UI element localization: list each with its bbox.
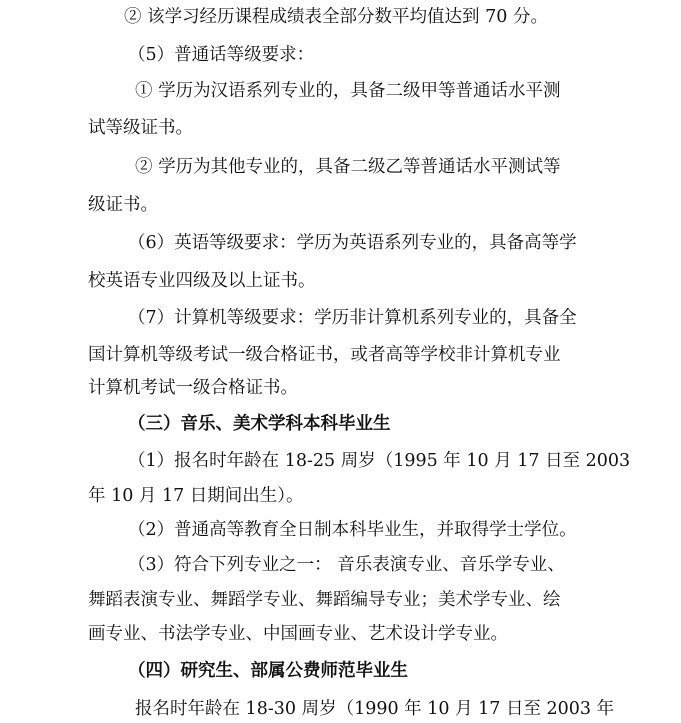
paragraph-line: 试等级证书。 [88,118,193,138]
paragraph-line: 级证书。 [88,195,158,215]
paragraph-line: 计算机考试一级合格证书。 [88,378,298,398]
section-heading: （四）研究生、部属公费师范毕业生 [128,661,408,681]
paragraph-line: （7）计算机等级要求：学历非计算机系列专业的，具备全 [128,308,577,328]
paragraph-line: （5）普通话等级要求： [128,45,315,65]
section-heading: （三）音乐、美术学科本科毕业生 [128,414,391,434]
paragraph-line: ① 学历为汉语系列专业的，具备二级甲等普通话水平测 [135,81,561,101]
paragraph-line: 年 10 月 17 日期间出生）。 [88,486,304,506]
paragraph-line: 国计算机等级考试一级合格证书，或者高等学校非计算机专业 [88,345,561,365]
paragraph-line: （2）普通高等教育全日制本科毕业生，并取得学士学位。 [128,520,577,540]
paragraph-line: （3）符合下列专业之一： 音乐表演专业、音乐学专业、 [128,555,565,575]
paragraph-line: 校英语专业四级及以上证书。 [88,271,316,291]
paragraph-line: （6）英语等级要求：学历为英语系列专业的，具备高等学 [128,233,577,253]
paragraph-line: 画专业、书法学专业、中国画专业、艺术设计学专业。 [88,624,508,644]
paragraph-line: （1）报名时年龄在 18-25 周岁（1995 年 10 月 17 日至 2003 [128,451,631,471]
paragraph-line: 报名时年龄在 18-30 周岁（1990 年 10 月 17 日至 2003 年 [135,699,615,719]
paragraph-line: ② 该学习经历课程成绩表全部分数平均值达到 70 分。 [124,7,548,27]
paragraph-line: ② 学历为其他专业的，具备二级乙等普通话水平测试等 [135,157,561,177]
paragraph-line: 舞蹈表演专业、舞蹈学专业、舞蹈编导专业；美术学专业、绘 [88,590,561,610]
